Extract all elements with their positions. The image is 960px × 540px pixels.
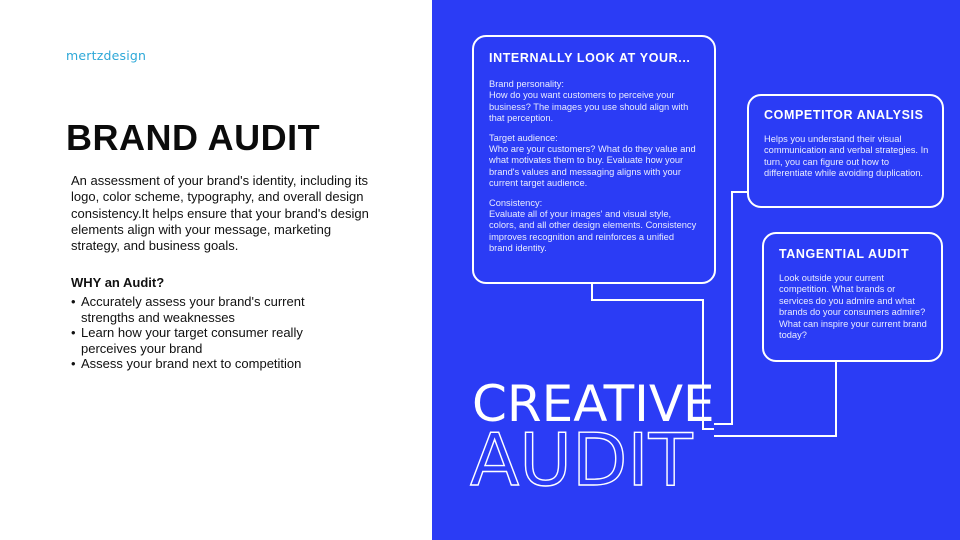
bullet-item: • Assess your brand next to competition: [71, 356, 351, 372]
bullet-item: • Learn how your target consumer really perceives your brand: [71, 325, 351, 356]
bullet-item: • Accurately assess your brand's current strengths and weaknesses: [71, 294, 351, 325]
creative-word: CREATIVE: [472, 375, 715, 433]
connector-competitor: [714, 192, 747, 424]
internal-section-consistency: [489, 198, 700, 255]
brand-logo: mertzdesign: [66, 48, 147, 63]
why-bullet-list: [71, 294, 351, 372]
section-label: Target audience:: [489, 132, 558, 143]
section-label: Brand personality:: [489, 79, 564, 89]
right-panel: [432, 0, 960, 540]
competitor-text: Helps you understand their visual communication and verbal strategies. In turn, you can figure out how to differentiate while avoiding duplication.: [764, 134, 929, 179]
competitor-analysis-box: [747, 94, 944, 208]
internal-look-box: [472, 35, 716, 284]
internal-section-audience: [489, 133, 700, 190]
section-label: Consistency:: [489, 197, 543, 208]
tangential-audit-box: [762, 232, 943, 362]
why-heading: WHY an Audit?: [71, 275, 165, 290]
audit-outline-word: AUDIT: [470, 418, 693, 502]
internal-heading: INTERNALLY LOOK AT YOUR...: [489, 51, 691, 65]
intro-paragraph: An assessment of your brand's identity, including its logo, color scheme, typography, and overall design consistency.It helps ensure that your brand's design elements align with your message, marketing strategy, and business goals.: [71, 173, 369, 254]
internal-section-personality: [489, 79, 700, 125]
section-text: Who are your customers? What do they value and what motivates them to buy. Evaluate how your brand's values and messaging aligns with your current target audience.: [489, 144, 696, 189]
page-title: BRAND AUDIT: [66, 117, 321, 158]
tangential-heading: TANGENTIAL AUDIT: [779, 247, 910, 261]
left-panel: [0, 0, 432, 540]
competitor-heading: COMPETITOR ANALYSIS: [764, 108, 924, 122]
section-text: How do you want customers to perceive your business? The images you use should align with that perception.: [489, 90, 689, 124]
section-text: Evaluate all of your images' and visual style, colors, and all other design elements. Consistency improves recognition and reinforces a unified brand identity.: [489, 209, 697, 254]
tangential-text: Look outside your current competition. What brands or services do you admire and what brands do your consumers admire? What can inspire your current brand today?: [779, 273, 927, 341]
